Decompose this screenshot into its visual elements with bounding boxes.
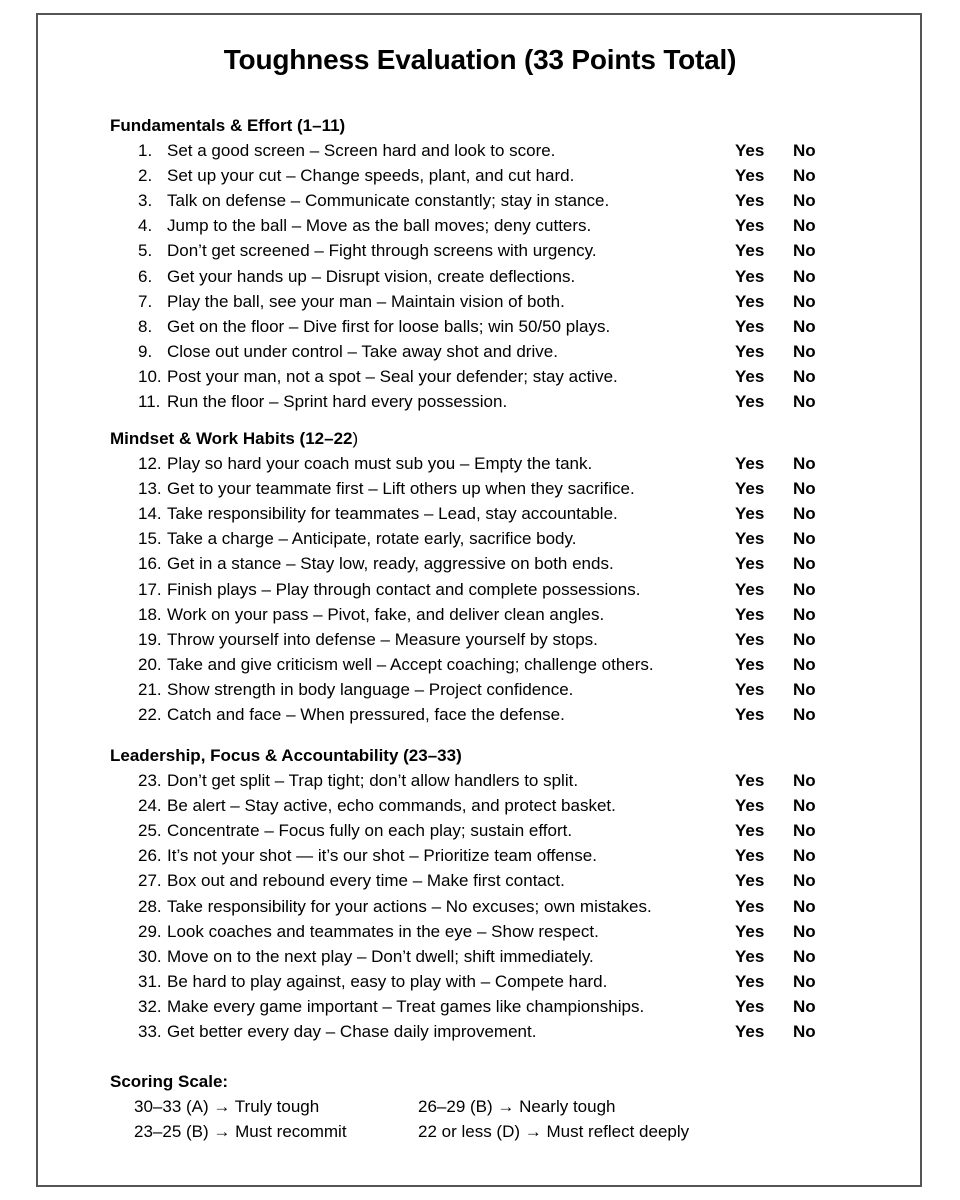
item-number: 14. bbox=[138, 504, 162, 524]
item-number: 11. bbox=[138, 392, 161, 411]
item-text: Jump to the ball – Move as the ball moves; deny cutters. bbox=[167, 216, 592, 236]
section-heading-text: Mindset & Work Habits (12–22 bbox=[110, 429, 353, 448]
item-text: Box out and rebound every time – Make first contact. bbox=[167, 871, 565, 891]
evaluation-item bbox=[138, 452, 838, 476]
yes-option[interactable]: Yes bbox=[735, 705, 765, 724]
item-text: Make every game important – Treat games like championships. bbox=[167, 996, 645, 1016]
item-number: 33. bbox=[138, 1022, 162, 1041]
item-text: Finish plays – Play through contact and complete possessions. bbox=[167, 579, 641, 599]
evaluation-item bbox=[138, 895, 838, 919]
evaluation-item bbox=[138, 628, 838, 652]
item-number: 13. bbox=[138, 479, 162, 499]
evaluation-item bbox=[138, 995, 838, 1019]
item-text: Play the ball, see your man – Maintain vision of both. bbox=[167, 291, 565, 311]
yes-option[interactable]: Yes bbox=[735, 796, 765, 816]
yes-option[interactable]: Yes bbox=[735, 454, 765, 473]
item-text: Look coaches and teammates in the eye – Show respect. bbox=[167, 921, 599, 941]
evaluation-item bbox=[138, 477, 838, 501]
evaluation-item bbox=[138, 578, 838, 602]
item-number: 23. bbox=[138, 771, 162, 790]
yes-option[interactable]: Yes bbox=[735, 579, 765, 599]
no-option[interactable]: No bbox=[793, 454, 816, 473]
item-number: 24. bbox=[138, 796, 162, 816]
no-option[interactable]: No bbox=[793, 241, 816, 261]
no-option[interactable]: No bbox=[793, 604, 816, 624]
no-option[interactable]: No bbox=[793, 291, 816, 311]
item-number: 2. bbox=[138, 166, 153, 186]
no-option[interactable]: No bbox=[793, 705, 816, 724]
evaluation-item bbox=[138, 502, 838, 526]
item-text: Be hard to play against, easy to play with – Compete hard. bbox=[167, 971, 608, 991]
item-text: Show strength in body language – Project confidence. bbox=[167, 679, 574, 699]
yes-option[interactable]: Yes bbox=[735, 1022, 765, 1041]
evaluation-item bbox=[138, 970, 838, 994]
item-number: 12. bbox=[138, 454, 162, 473]
evaluation-item bbox=[138, 678, 838, 702]
section-heading bbox=[110, 429, 358, 449]
item-number: 25. bbox=[138, 821, 162, 841]
section-heading-text: Leadership, Focus & Accountability (23–33) bbox=[110, 746, 462, 765]
section-heading bbox=[110, 116, 345, 136]
no-option[interactable]: No bbox=[793, 554, 816, 574]
yes-option[interactable]: Yes bbox=[735, 996, 765, 1016]
evaluation-item bbox=[138, 265, 838, 289]
no-option[interactable]: No bbox=[793, 341, 816, 361]
item-number: 30. bbox=[138, 946, 162, 966]
yes-option[interactable]: Yes bbox=[735, 316, 765, 336]
evaluation-item bbox=[138, 164, 838, 188]
item-number: 28. bbox=[138, 896, 162, 916]
scoring-scale-title: Scoring Scale: bbox=[110, 1072, 229, 1091]
item-number: 29. bbox=[138, 921, 162, 941]
evaluation-item bbox=[138, 1020, 838, 1044]
yes-option[interactable]: Yes bbox=[735, 479, 765, 499]
evaluation-item bbox=[138, 819, 838, 843]
no-option[interactable]: No bbox=[793, 796, 816, 816]
item-text: Catch and face – When pressured, face the defense. bbox=[167, 705, 565, 724]
evaluation-item bbox=[138, 869, 838, 893]
yes-option[interactable]: Yes bbox=[735, 921, 765, 941]
item-text: Get better every day – Chase daily improvement. bbox=[167, 1022, 537, 1041]
document-title: Toughness Evaluation (33 Points Total) bbox=[223, 44, 737, 75]
no-option[interactable]: No bbox=[793, 896, 816, 916]
item-text: Take a charge – Anticipate, rotate early, sacrifice body. bbox=[167, 529, 577, 549]
no-option[interactable]: No bbox=[793, 316, 816, 336]
item-number: 32. bbox=[138, 996, 162, 1016]
item-text: Post your man, not a spot – Seal your defender; stay active. bbox=[167, 366, 618, 386]
yes-option[interactable]: Yes bbox=[735, 654, 765, 674]
item-number: 1. bbox=[138, 141, 153, 160]
evaluation-item bbox=[138, 945, 838, 969]
scoring-entry-b-low: 23–25 (B) → Must recommit bbox=[134, 1122, 347, 1141]
item-number: 7. bbox=[138, 291, 153, 311]
item-number: 26. bbox=[138, 846, 162, 866]
no-option[interactable]: No bbox=[793, 871, 816, 891]
item-number: 10. bbox=[138, 366, 162, 386]
item-text: Set up your cut – Change speeds, plant, and cut hard. bbox=[167, 166, 575, 186]
item-number: 6. bbox=[138, 266, 153, 286]
yes-option[interactable]: Yes bbox=[735, 896, 765, 916]
item-text: Throw yourself into defense – Measure yourself by stops. bbox=[167, 629, 598, 649]
evaluation-item bbox=[138, 703, 838, 727]
section-heading-close: ) bbox=[352, 429, 359, 448]
evaluation-item bbox=[138, 527, 838, 551]
yes-option[interactable]: Yes bbox=[735, 971, 765, 991]
no-option[interactable]: No bbox=[793, 971, 816, 991]
evaluation-item bbox=[138, 844, 838, 868]
evaluation-item bbox=[138, 920, 838, 944]
item-number: 19. bbox=[138, 629, 162, 649]
yes-option[interactable]: Yes bbox=[735, 141, 765, 160]
evaluation-item bbox=[138, 552, 838, 576]
yes-option[interactable]: Yes bbox=[735, 554, 765, 574]
yes-option[interactable]: Yes bbox=[735, 846, 765, 866]
evaluation-item bbox=[138, 189, 838, 213]
yes-option[interactable]: Yes bbox=[735, 771, 765, 790]
item-number: 20. bbox=[138, 654, 162, 674]
yes-option[interactable]: Yes bbox=[735, 679, 765, 699]
no-option[interactable]: No bbox=[793, 921, 816, 941]
item-number: 5. bbox=[138, 241, 153, 261]
evaluation-item bbox=[138, 390, 838, 414]
no-option[interactable]: No bbox=[793, 392, 816, 411]
no-option[interactable]: No bbox=[793, 946, 816, 966]
item-text: Set a good screen – Screen hard and look to score. bbox=[167, 141, 556, 160]
item-text: Get on the floor – Dive first for loose balls; win 50/50 plays. bbox=[167, 316, 611, 336]
evaluation-item bbox=[138, 214, 838, 238]
no-option[interactable]: No bbox=[793, 529, 816, 549]
item-text: Don’t get split – Trap tight; don’t allow handlers to split. bbox=[167, 771, 579, 790]
no-option[interactable]: No bbox=[793, 1022, 816, 1041]
item-number: 21. bbox=[138, 679, 162, 699]
section-heading-text: Fundamentals & Effort (1–11) bbox=[110, 116, 346, 135]
yes-option[interactable]: Yes bbox=[735, 291, 765, 311]
no-option[interactable]: No bbox=[793, 821, 816, 841]
item-number: 31. bbox=[138, 971, 162, 991]
item-text: Take responsibility for teammates – Lead, stay accountable. bbox=[167, 504, 618, 524]
scoring-entry-a: 30–33 (A) → Truly tough bbox=[134, 1097, 320, 1116]
yes-option[interactable]: Yes bbox=[735, 629, 765, 649]
evaluation-item bbox=[138, 653, 838, 677]
yes-option[interactable]: Yes bbox=[735, 266, 765, 286]
no-option[interactable]: No bbox=[793, 479, 816, 499]
no-option[interactable]: No bbox=[793, 846, 816, 866]
item-number: 4. bbox=[138, 216, 153, 236]
item-text: Play so hard your coach must sub you – Empty the tank. bbox=[167, 454, 593, 473]
item-number: 27. bbox=[138, 871, 162, 891]
no-option[interactable]: No bbox=[793, 996, 816, 1016]
item-text: It’s not your shot — it’s our shot – Prioritize team offense. bbox=[167, 846, 597, 866]
no-option[interactable]: No bbox=[793, 679, 816, 699]
no-option[interactable]: No bbox=[793, 366, 816, 386]
no-option[interactable]: No bbox=[793, 191, 816, 211]
no-option[interactable]: No bbox=[793, 504, 816, 524]
item-text: Don’t get screened – Fight through screens with urgency. bbox=[167, 241, 597, 261]
no-option[interactable]: No bbox=[793, 141, 816, 160]
yes-option[interactable]: Yes bbox=[735, 946, 765, 966]
no-option[interactable]: No bbox=[793, 216, 816, 236]
evaluation-item bbox=[138, 290, 838, 314]
item-number: 17. bbox=[138, 579, 162, 599]
item-number: 3. bbox=[138, 191, 153, 211]
item-text: Get your hands up – Disrupt vision, create deflections. bbox=[167, 266, 576, 286]
item-text: Close out under control – Take away shot and drive. bbox=[167, 341, 558, 361]
item-number: 22. bbox=[138, 705, 162, 724]
yes-option[interactable]: Yes bbox=[735, 241, 765, 261]
section-heading bbox=[110, 746, 462, 766]
yes-option[interactable]: Yes bbox=[735, 392, 765, 411]
yes-option[interactable]: Yes bbox=[735, 166, 765, 186]
evaluation-item bbox=[138, 365, 838, 389]
evaluation-item bbox=[138, 139, 838, 163]
item-text: Talk on defense – Communicate constantly; stay in stance. bbox=[167, 191, 610, 211]
yes-option[interactable]: Yes bbox=[735, 366, 765, 386]
no-option[interactable]: No bbox=[793, 166, 816, 186]
item-text: Concentrate – Focus fully on each play; sustain effort. bbox=[167, 821, 573, 841]
item-text: Get in a stance – Stay low, ready, aggressive on both ends. bbox=[167, 554, 614, 574]
evaluation-item bbox=[138, 794, 838, 818]
yes-option[interactable]: Yes bbox=[735, 191, 765, 211]
yes-option[interactable]: Yes bbox=[735, 341, 765, 361]
no-option[interactable]: No bbox=[793, 579, 816, 599]
yes-option[interactable]: Yes bbox=[735, 821, 765, 841]
no-option[interactable]: No bbox=[793, 771, 816, 790]
evaluation-item bbox=[138, 769, 838, 793]
item-number: 16. bbox=[138, 554, 162, 574]
no-option[interactable]: No bbox=[793, 266, 816, 286]
item-text: Get to your teammate first – Lift others up when they sacrifice. bbox=[167, 479, 635, 499]
no-option[interactable]: No bbox=[793, 629, 816, 649]
evaluation-item bbox=[138, 340, 838, 364]
item-number: 9. bbox=[138, 341, 153, 361]
yes-option[interactable]: Yes bbox=[735, 216, 765, 236]
item-text: Move on to the next play – Don’t dwell; shift immediately. bbox=[167, 946, 594, 966]
no-option[interactable]: No bbox=[793, 654, 816, 674]
yes-option[interactable]: Yes bbox=[735, 529, 765, 549]
item-number: 18. bbox=[138, 604, 162, 624]
item-text: Be alert – Stay active, echo commands, and protect basket. bbox=[167, 796, 616, 816]
evaluation-item bbox=[138, 603, 838, 627]
evaluation-item bbox=[138, 315, 838, 339]
item-text: Take and give criticism well – Accept coaching; challenge others. bbox=[167, 654, 654, 674]
item-text: Run the floor – Sprint hard every possession. bbox=[167, 392, 508, 411]
item-text: Work on your pass – Pivot, fake, and deliver clean angles. bbox=[167, 604, 605, 624]
evaluation-item bbox=[138, 239, 838, 263]
scoring-entry-d: 22 or less (D) → Must reflect deeply bbox=[418, 1122, 690, 1141]
item-number: 8. bbox=[138, 316, 153, 336]
yes-option[interactable]: Yes bbox=[735, 871, 765, 891]
yes-option[interactable]: Yes bbox=[735, 504, 765, 524]
scoring-entry-b-high: 26–29 (B) → Nearly tough bbox=[418, 1097, 616, 1116]
item-text: Take responsibility for your actions – No excuses; own mistakes. bbox=[167, 896, 652, 916]
yes-option[interactable]: Yes bbox=[735, 604, 765, 624]
item-number: 15. bbox=[138, 529, 162, 549]
